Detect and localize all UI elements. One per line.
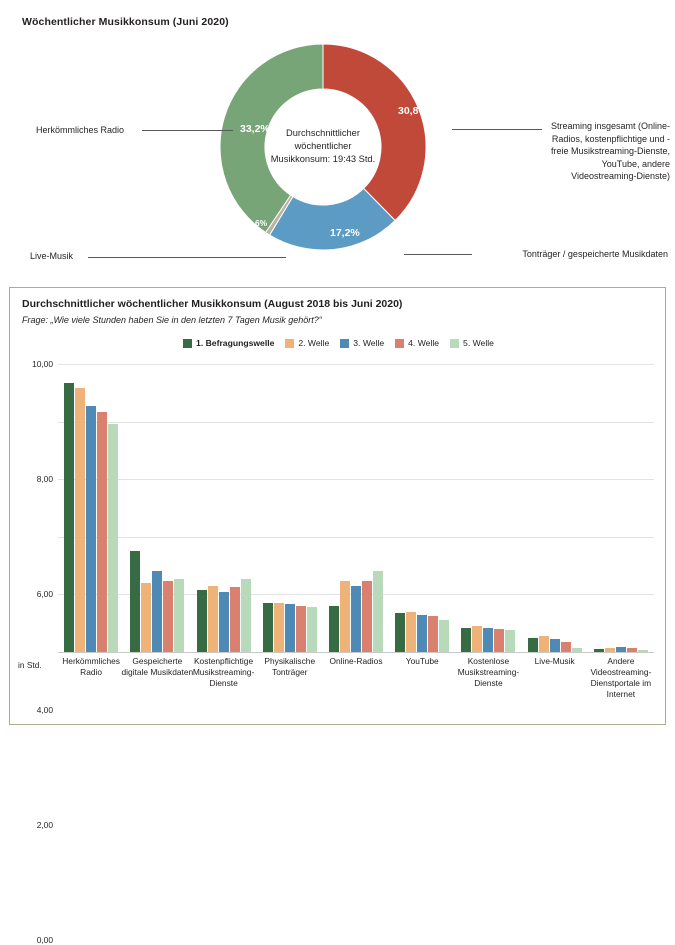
legend-label-4: 4. Welle	[408, 338, 440, 348]
y-tick-label-1: 2,00	[36, 819, 53, 830]
bar-chart-subtitle: Frage: „Wie viele Stunden haben Sie in den letzten 7 Tagen Musik gehört?“	[22, 315, 322, 325]
bar-6-1	[395, 613, 405, 652]
donut-value-radio: 33,2%	[240, 123, 270, 135]
category-label-2: Gespeicherte digitale Musikdaten	[121, 656, 194, 677]
bar-3-2	[208, 586, 218, 652]
bar-2-3	[152, 571, 162, 652]
bar-group-7	[455, 364, 521, 652]
bar-8-2	[539, 636, 549, 652]
bar-4-1	[263, 603, 273, 652]
bar-7-3	[483, 628, 493, 652]
legend-label-5: 5. Welle	[463, 338, 494, 348]
y-tick-label-4: 8,00	[36, 474, 53, 485]
bar-6-2	[406, 612, 416, 652]
bar-group-3	[190, 364, 256, 652]
legend-item-5	[450, 338, 494, 348]
y-tick-label-3: 6,00	[36, 589, 53, 600]
category-label-3: Kostenpflichtige Musikstreaming-Dienste	[192, 656, 255, 688]
legend-swatch-5	[450, 339, 459, 348]
bar-9-3	[616, 647, 626, 652]
bar-6-4	[428, 616, 438, 652]
legend-swatch-3	[340, 339, 349, 348]
bar-3-3	[219, 592, 229, 652]
bar-group-2	[124, 364, 190, 652]
donut-chart-title: Wöchentlicher Musikkonsum (Juni 2020)	[22, 16, 229, 28]
bar-group-1	[58, 364, 124, 652]
callout-label-streaming: Streaming insgesamt (Online-Radios, kostenpflichtige und -freie Musikstreaming-Dienste, YouTube, andere Videostreaming-Dienste)	[550, 121, 670, 181]
category-label-1: Herkömmliches Radio	[62, 656, 120, 677]
callout-label-carrier: Tonträger / gespeicherte Musikdaten	[522, 249, 668, 259]
donut-value-carrier: 17,2%	[330, 227, 360, 239]
callout-line-live	[88, 257, 286, 258]
bar-chart-title: Durchschnittlicher wöchentlicher Musikkonsum (August 2018 bis Juni 2020)	[22, 298, 403, 310]
bar-group-9	[588, 364, 654, 652]
category-label-4: Physikalische Tonträger	[264, 656, 316, 677]
bar-8-3	[550, 639, 560, 652]
bar-5-3	[351, 586, 361, 652]
donut-value-streaming: 30,8%	[398, 105, 428, 117]
legend-item-2	[285, 338, 329, 348]
bar-7-1	[461, 628, 471, 652]
legend-item-1	[183, 338, 274, 348]
bar-2-5	[174, 579, 184, 652]
bar-chart-plot-area	[32, 359, 654, 945]
legend-label-1: 1. Befragungswelle	[196, 338, 275, 348]
bar-9-4	[627, 648, 637, 652]
bar-5-4	[362, 581, 372, 652]
bar-5-5	[373, 571, 383, 652]
bar-4-3	[285, 604, 295, 652]
bar-2-2	[141, 583, 151, 652]
callout-label-radio: Herkömmliches Radio	[36, 125, 125, 135]
callout-line-streaming	[452, 129, 542, 130]
category-label-7: Kostenlose Musikstreaming-Dienste	[457, 656, 520, 688]
legend-swatch-4	[395, 339, 404, 348]
bar-1-1	[64, 383, 74, 652]
bar-4-4	[296, 606, 306, 652]
bar-7-5	[505, 630, 515, 652]
bar-3-4	[230, 587, 240, 652]
bar-chart-panel	[9, 287, 666, 945]
bar-4-5	[307, 607, 317, 652]
bar-7-2	[472, 626, 482, 652]
bar-1-5	[108, 424, 118, 652]
bar-1-2	[75, 388, 85, 652]
bar-group-6	[389, 364, 455, 652]
bar-7-4	[494, 629, 504, 652]
y-axis-unit-label: in Std.	[18, 660, 42, 670]
category-label-6: YouTube	[405, 656, 439, 666]
y-tick-label-5: 10,00	[32, 359, 53, 369]
callout-line-carrier	[404, 254, 472, 255]
callout-label-live: Live-Musik	[30, 251, 74, 261]
bar-8-4	[561, 642, 571, 652]
bar-2-4	[163, 581, 173, 652]
bar-9-5	[638, 650, 648, 652]
legend-label-3: 3. Welle	[353, 338, 385, 348]
bar-5-2	[340, 581, 350, 652]
bar-9-1	[594, 649, 604, 652]
bar-3-1	[197, 590, 207, 652]
legend-item-4	[395, 338, 439, 348]
bar-6-5	[439, 620, 449, 652]
category-label-5: Online-Radios	[329, 656, 383, 666]
legend-swatch-1	[183, 339, 192, 348]
bar-group-5	[323, 364, 389, 652]
bar-8-1	[528, 638, 538, 652]
donut-section	[0, 0, 675, 280]
bar-group-4	[257, 364, 323, 652]
y-tick-label-0: 0,00	[36, 935, 53, 945]
bar-1-3	[86, 406, 96, 652]
bar-4-2	[274, 603, 284, 652]
bar-8-5	[572, 648, 582, 652]
bar-9-2	[605, 648, 615, 652]
donut-value-live: 0,6%	[248, 218, 268, 228]
callout-line-radio	[142, 130, 233, 131]
bar-5-1	[329, 606, 339, 652]
bar-6-3	[417, 615, 427, 652]
bar-2-1	[130, 551, 140, 652]
chart-legend	[10, 338, 667, 348]
bar-3-5	[241, 579, 251, 652]
legend-item-3	[340, 338, 384, 348]
bar-1-4	[97, 412, 107, 652]
category-label-9: Andere Videostreaming-Dienstportale im Internet	[590, 656, 652, 699]
bar-group-8	[522, 364, 588, 652]
legend-label-2: 2. Welle	[298, 338, 330, 348]
donut-center-text: Durchschnittlicher wöchentlicher Musikkonsum: 19:43 Std.	[270, 128, 376, 165]
category-label-8: Live-Musik	[534, 656, 575, 666]
y-tick-label-2: 4,00	[36, 704, 53, 715]
legend-swatch-2	[285, 339, 294, 348]
